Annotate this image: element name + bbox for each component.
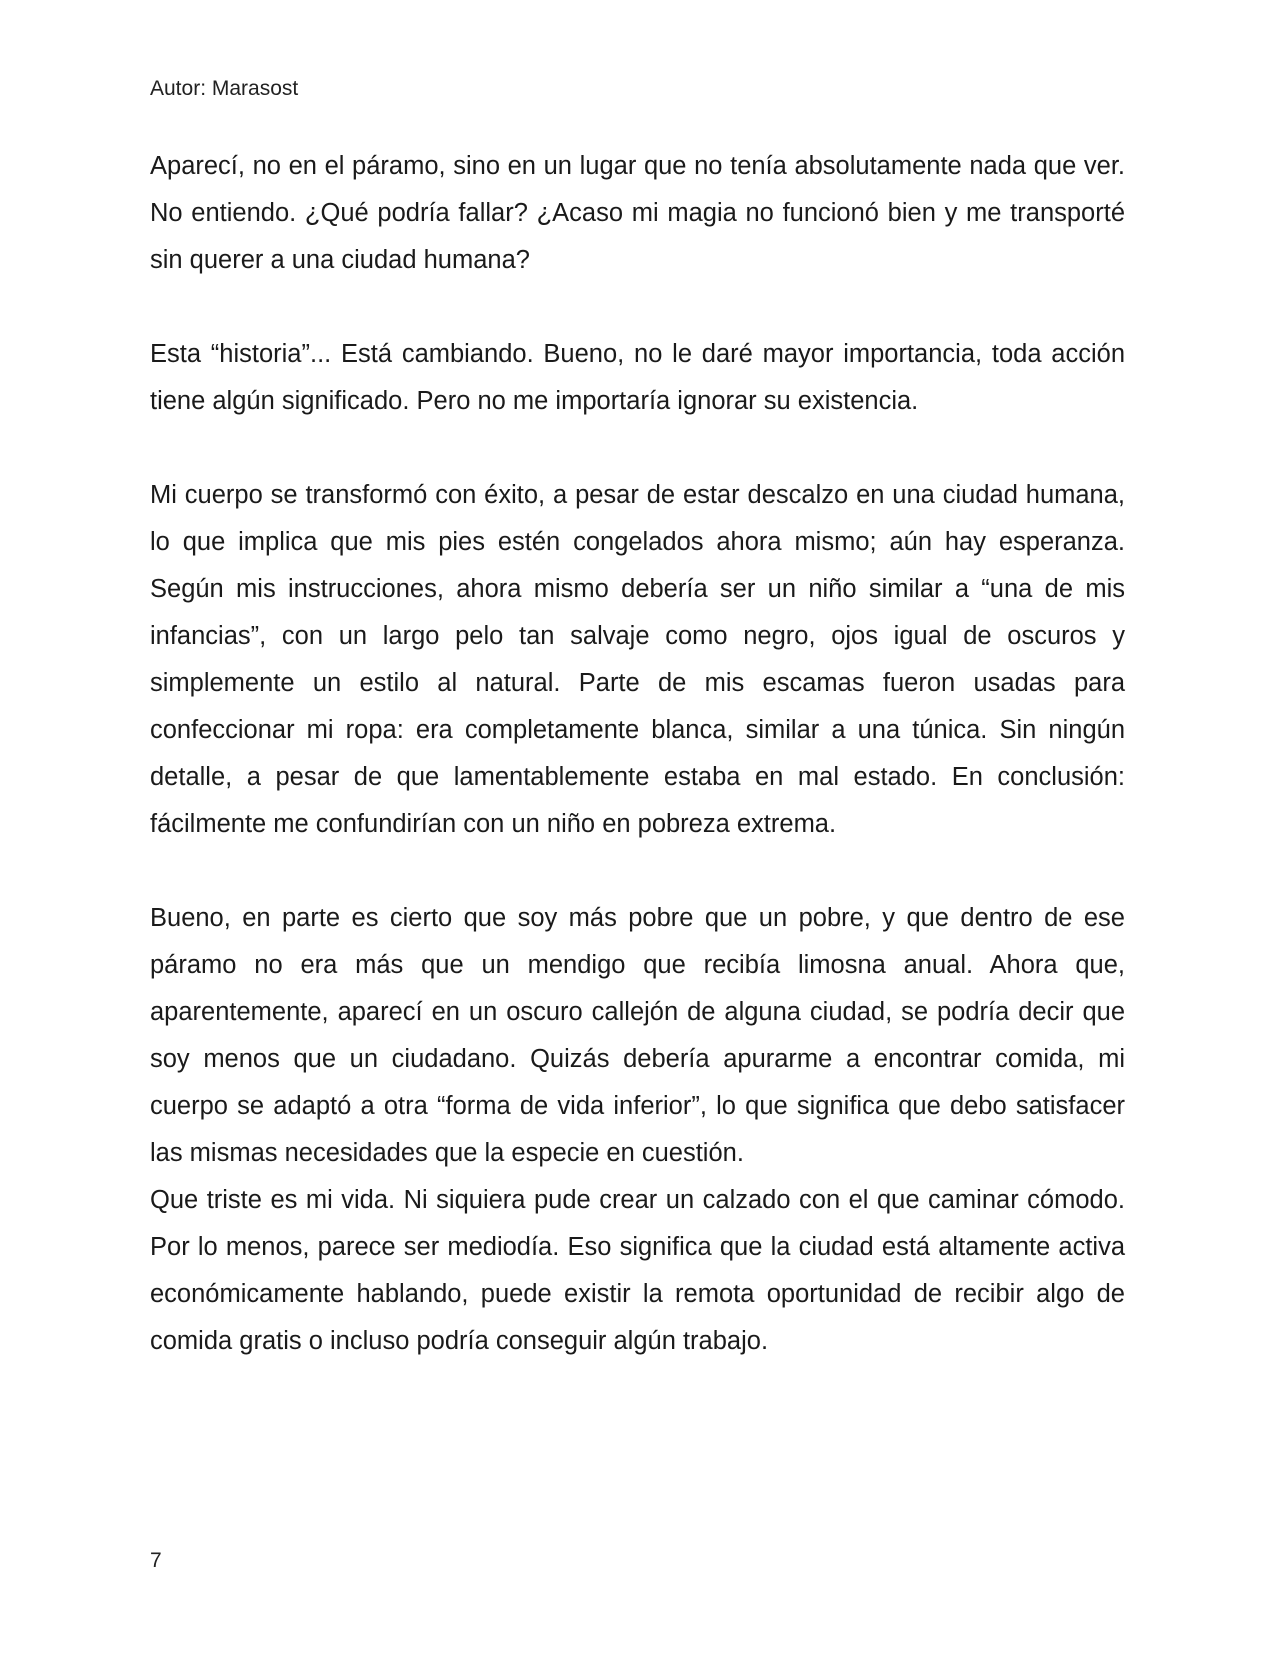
author-header: Autor: Marasost bbox=[150, 77, 299, 100]
paragraph-3: Mi cuerpo se transformó con éxito, a pesar de estar descalzo en una ciudad humana, lo que implica que mis pies estén congelados ahora mismo; aún hay esperanza. Según mis instrucciones, ahora mismo debería ser un niño similar a “una de mis infancias”, con un largo pelo tan salvaje como negro, ojos igual de oscuros y simplemente un estilo al natural. Parte de mis escamas fueron usadas para confeccionar mi ropa: era completamente blanca, similar a una túnica. Sin ningún detalle, a pesar de que lamentablemente estaba en mal estado. En conclusión: fácilmente me confundirían con un niño en pobreza extrema. bbox=[150, 481, 1125, 838]
paragraph-4: Bueno, en parte es cierto que soy más pobre que un pobre, y que dentro de ese páramo no era más que un mendigo que recibía limosna anual. Ahora que, aparentemente, aparecí en un oscuro callejón de alguna ciudad, se podría decir que soy menos que un ciudadano. Quizás debería apurarme a encontrar comida, mi cuerpo se adaptó a otra “forma de vida inferior”, lo que significa que debo satisfacer las mismas necesidades que la especie en cuestión. bbox=[150, 904, 1125, 1167]
paragraph-2: Esta “historia”... Está cambiando. Bueno, no le daré mayor importancia, toda acción tiene algún significado. Pero no me importaría ignorar su existencia. bbox=[150, 340, 1125, 415]
document-body bbox=[150, 143, 1125, 1365]
page-number: 7 bbox=[150, 1549, 162, 1572]
paragraph-5: Que triste es mi vida. Ni siquiera pude crear un calzado con el que caminar cómodo. Por lo menos, parece ser mediodía. Eso significa que la ciudad está altamente activa económicamente hablando, puede existir la remota oportunidad de recibir algo de comida gratis o incluso podría conseguir algún trabajo. bbox=[150, 1186, 1125, 1355]
paragraph-1: Aparecí, no en el páramo, sino en un lugar que no tenía absolutamente nada que ver. No entiendo. ¿Qué podría fallar? ¿Acaso mi magia no funcionó bien y me transporté sin querer a una ciudad humana? bbox=[150, 152, 1125, 274]
